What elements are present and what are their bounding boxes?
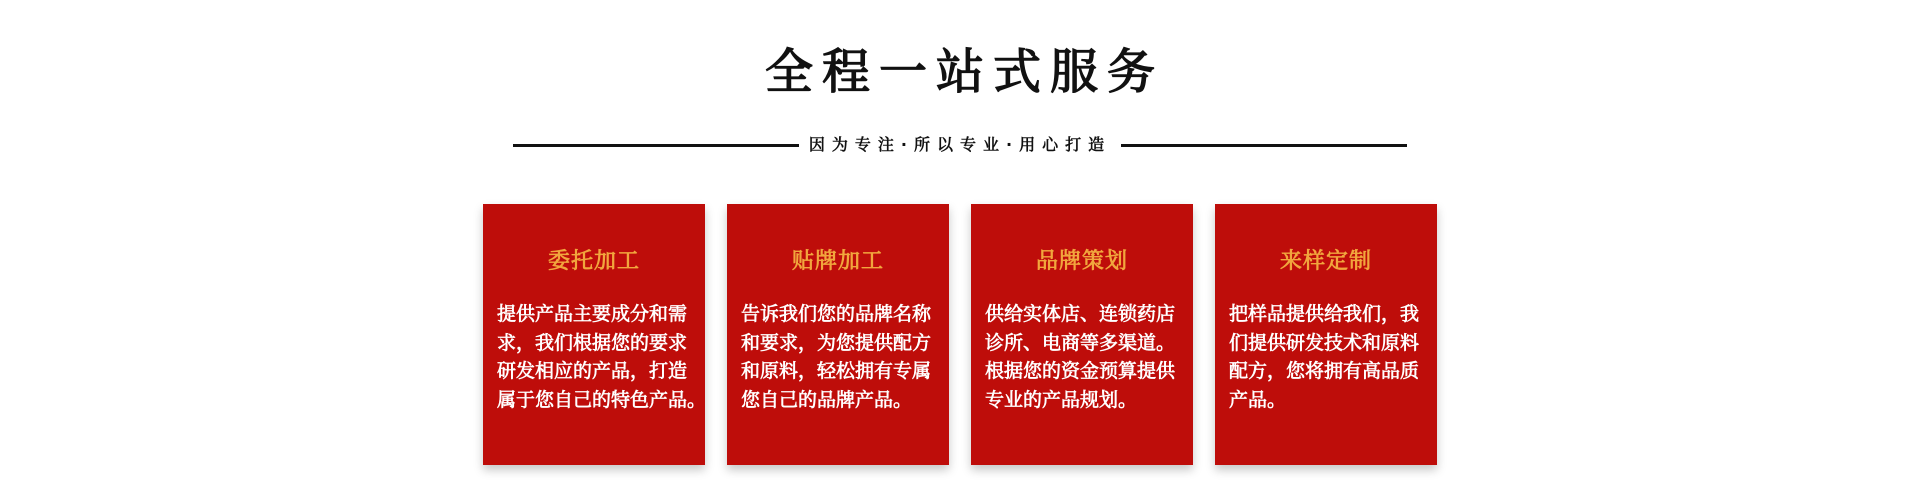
service-card-tiepai-jiagong xyxy=(727,204,949,465)
card-title: 来样定制 xyxy=(1279,249,1372,274)
subtitle-rule-left xyxy=(513,144,799,147)
section-subtitle: 因为专注·所以专业·用心打造 xyxy=(808,135,1112,154)
card-body-line: 把样品提供给我们，我 xyxy=(1229,303,1420,325)
card-body-line: 属于您自己的特色产品。 xyxy=(497,388,707,411)
service-card-laiyang-dingzhi xyxy=(1215,204,1437,465)
card-body-line: 研发相应的产品，打造 xyxy=(497,360,688,382)
card-body-line: 产品。 xyxy=(1229,388,1287,411)
card-body-line: 您自己的品牌产品。 xyxy=(741,388,913,411)
card-body-line: 诊所、电商等多渠道。 xyxy=(985,331,1176,354)
section-title: 全程一站式服务 xyxy=(764,44,1164,100)
card-body xyxy=(497,300,707,414)
card-body xyxy=(985,300,1179,414)
card-body-line: 们提供研发技术和原料 xyxy=(1229,331,1420,354)
card-body xyxy=(1229,300,1423,414)
card-title: 贴牌加工 xyxy=(791,249,884,274)
card-body-line: 根据您的资金预算提供 xyxy=(985,360,1176,382)
card-body-line: 配方，您将拥有高品质 xyxy=(1229,360,1420,382)
card-title: 委托加工 xyxy=(547,249,640,274)
card-title: 品牌策划 xyxy=(1035,249,1128,274)
service-cards xyxy=(483,204,1437,465)
service-card-weituo-jiagong xyxy=(483,204,705,465)
subtitle-rule-right xyxy=(1121,144,1407,147)
card-body-line: 供给实体店、连锁药店 xyxy=(985,303,1176,325)
service-card-pinpai-cehua xyxy=(971,204,1193,465)
card-body-line: 和要求，为您提供配方 xyxy=(741,331,932,354)
card-body xyxy=(741,300,935,414)
section-subtitle-row xyxy=(0,131,1920,159)
card-body-line: 提供产品主要成分和需 xyxy=(497,303,688,325)
card-body-line: 和原料，轻松拥有专属 xyxy=(741,360,932,382)
card-body-line: 求，我们根据您的要求 xyxy=(497,331,688,354)
card-body-line: 告诉我们您的品牌名称 xyxy=(741,303,932,325)
card-body-line: 专业的产品规划。 xyxy=(985,388,1138,411)
